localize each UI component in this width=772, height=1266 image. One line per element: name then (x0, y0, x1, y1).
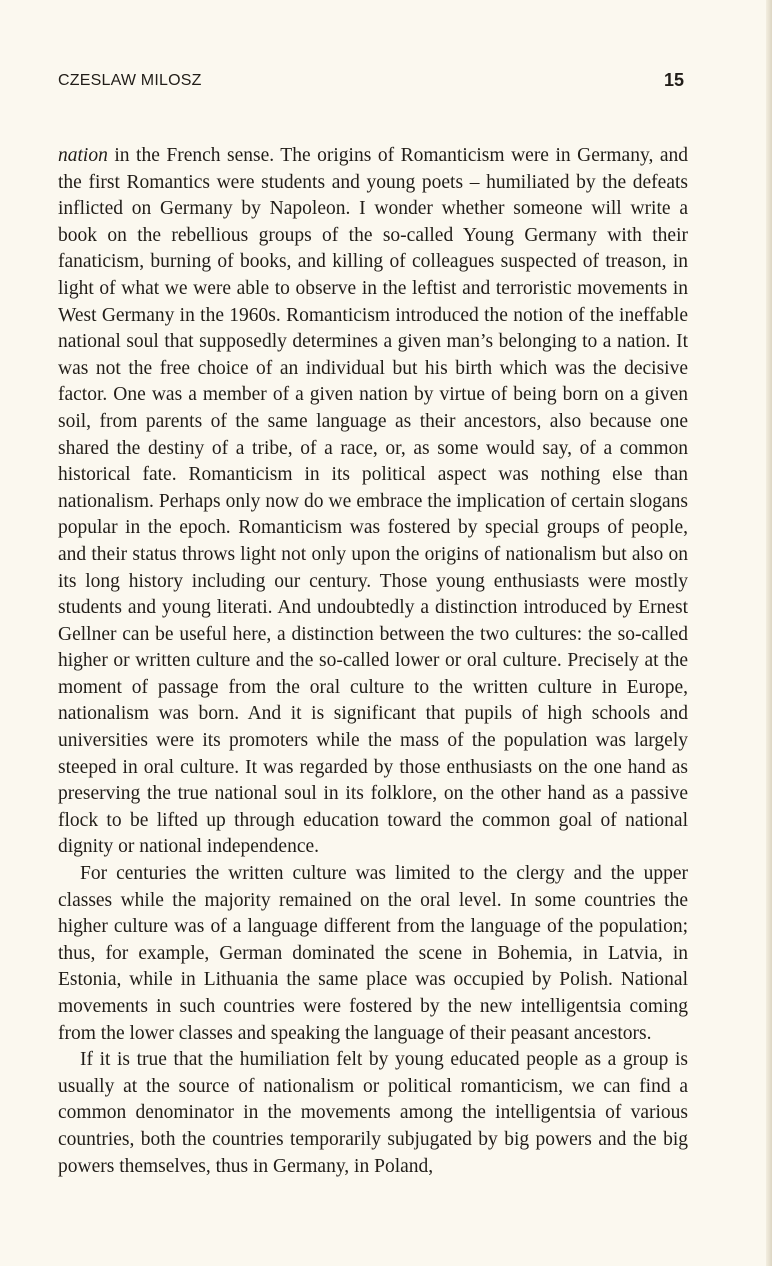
running-head-author: CZESLAW MILOSZ (58, 72, 202, 89)
italic-word: nation (58, 145, 108, 166)
paragraph-1-text: in the French sense. The origins of Romanticism were in Germany, and the first Romantics were students and young poets – humiliated by the defeats inflicted on Germany by Napoleon. I wonder whether someone will write a book on the rebellious groups of the so-called Young Germany with their fanaticism, burning of books, and killing of colleagues suspected of treason, in light of what we were able to observe in the leftist and terroristic movements in West Germany in the 1960s. Romanticism introduced the notion of the ineffable national soul that supposedly determines a given man’s belonging to a nation. It was not the free choice of an individual but his birth which was the decisive factor. One was a member of a given nation by virtue of being born on a given soil, from parents of the same language as their ancestors, also because one shared the destiny of a tribe, of a race, or, as some would say, of a common historical fate. Romanticism in its political aspect was nothing else than nationalism. Perhaps only now do we embrace the implication of certain slogans popular in the epoch. Romanticism was fostered by special groups of people, and their status throws light not only upon the origins of nationalism but also on its long history including our century. Those young enthusiasts were mostly students and young literati. And undoubtedly a distinction introduced by Ernest Gellner can be useful here, a distinction between the two cultures: the so-called higher or written culture and the so-called lower or oral culture. Precisely at the moment of passage from the oral culture to the written culture in Europe, nationalism was born. And it is significant that pupils of high schools and universities were its promoters while the mass of the population was largely steeped in oral culture. It was regarded by those enthusiasts on the one hand as preserving the true national soul in its folklore, on the other hand as a passive flock to be lifted up through education toward the common goal of national dignity or national independence. (58, 145, 688, 858)
paragraph-1 (58, 143, 688, 861)
paragraph-3: If it is true that the humiliation felt by young educated people as a group is usually at the source of nationalism or political romanticism, we can find a common denominator in the movements among the intelligentsia of various countries, both the countries temporarily subjugated by big powers and the big powers themselves, thus in Germany, in Poland, (58, 1049, 688, 1177)
page-number: 15 (663, 70, 684, 90)
paragraph-2: For centuries the written culture was limited to the clergy and the upper classes while the majority remained on the oral level. In some countries the higher culture was of a language different from the language of the population; thus, for example, German dominated the scene in Bohemia, in Latvia, in Estonia, while in Lithuania the same place was occupied by Polish. National movements in such countries were fostered by the new intelligentsia coming from the lower classes and speaking the language of their peasant ancestors. (58, 863, 688, 1044)
body-text (58, 143, 688, 1180)
page-edge-shadow (766, 0, 772, 1266)
